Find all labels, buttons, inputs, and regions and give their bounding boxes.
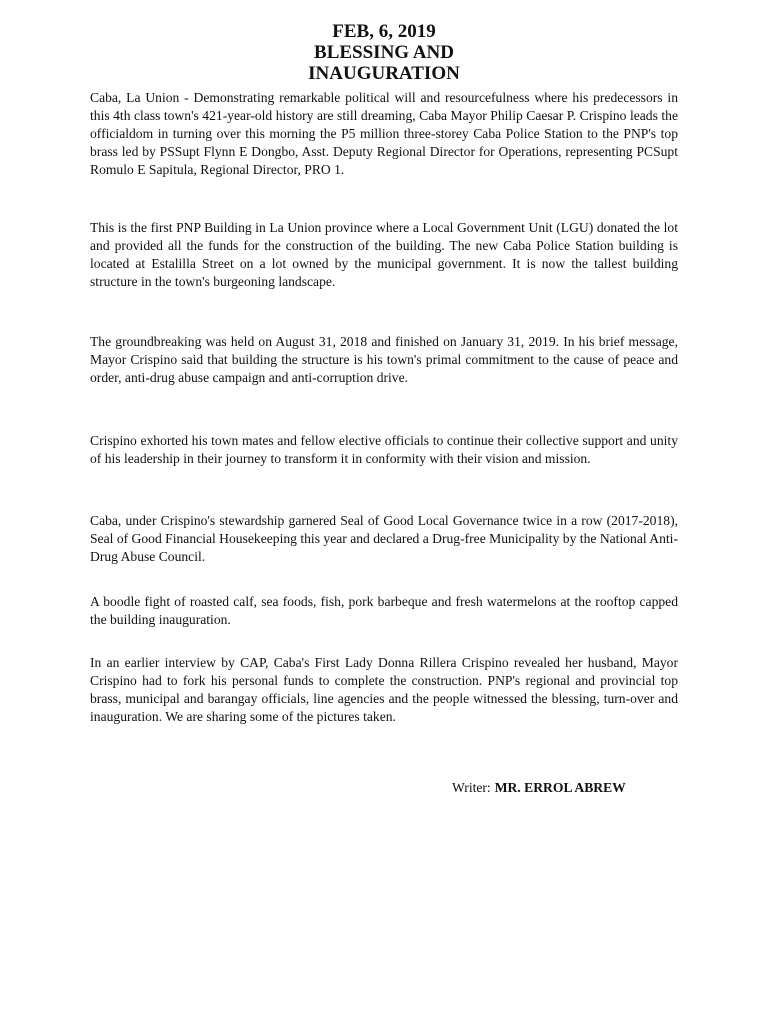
paragraph-text: Caba, under Crispino's stewardship garnered Seal of Good Local Governance twice in a row (2017-2018), Seal of Good Financial Housekeeping this year and declared a Drug-free Municipality by the National Anti-Drug Abuse Council. bbox=[90, 513, 678, 564]
byline bbox=[452, 779, 626, 797]
paragraph-text: In an earlier interview by CAP, Caba's First Lady Donna Rillera Crispino revealed her husband, Mayor Crispino had to fork his personal funds to complete the construction. PNP's regional and provincial top brass, municipal and barangay officials, line agencies and the people witnessed the blessing, turn-over and inauguration. We are sharing some of the pictures taken. bbox=[90, 655, 678, 724]
article-date: FEB, 6, 2019 bbox=[332, 21, 436, 42]
paragraph-exhortation bbox=[90, 432, 678, 468]
article-title-line-2: INAUGURATION bbox=[308, 63, 460, 84]
paragraph-groundbreaking bbox=[90, 333, 678, 387]
paragraph-text: Caba, La Union - Demonstrating remarkable political will and resourcefulness where his predecessors in this 4th class town's 421-year-old history are still dreaming, Caba Mayor Philip Caesar P. Crispino leads the officialdom in turning over this morning the P5 million three-storey Caba Police Station to the PNP's top brass led by PSSupt Flynn E Dongbo, Asst. Deputy Regional Director for Operations, representing PCSupt Romulo E Sapitula, Regional Director, PRO 1. bbox=[90, 90, 678, 177]
paragraph-text: The groundbreaking was held on August 31, 2018 and finished on January 31, 2019. In his brief message, Mayor Crispino said that building the structure is his town's primal commitment to the cause of peace and order, anti-drug abuse campaign and anti-corruption drive. bbox=[90, 334, 678, 385]
byline-writer-name: MR. ERROL ABREW bbox=[494, 780, 626, 795]
article-title-line-1: BLESSING AND bbox=[314, 42, 454, 63]
title-block bbox=[0, 21, 768, 84]
paragraph-intro bbox=[90, 89, 678, 179]
paragraph-boodle-fight bbox=[90, 593, 678, 629]
paragraph-awards bbox=[90, 512, 678, 566]
paragraph-interview bbox=[90, 654, 678, 726]
paragraph-text: Crispino exhorted his town mates and fellow elective officials to continue their collective support and unity of his leadership in their journey to transform it in conformity with their vision and mission. bbox=[90, 433, 678, 466]
paragraph-text: A boodle fight of roasted calf, sea foods, fish, pork barbeque and fresh watermelons at the rooftop capped the building inauguration. bbox=[90, 594, 678, 627]
paragraph-first-pnp-building bbox=[90, 219, 678, 291]
paragraph-text: This is the first PNP Building in La Union province where a Local Government Unit (LGU) donated the lot and provided all the funds for the construction of the building. The new Caba Police Station building is located at Estalilla Street on a lot owned by the municipal government. It is now the tallest building structure in the town's burgeoning landscape. bbox=[90, 220, 678, 289]
byline-label: Writer: bbox=[452, 780, 491, 795]
